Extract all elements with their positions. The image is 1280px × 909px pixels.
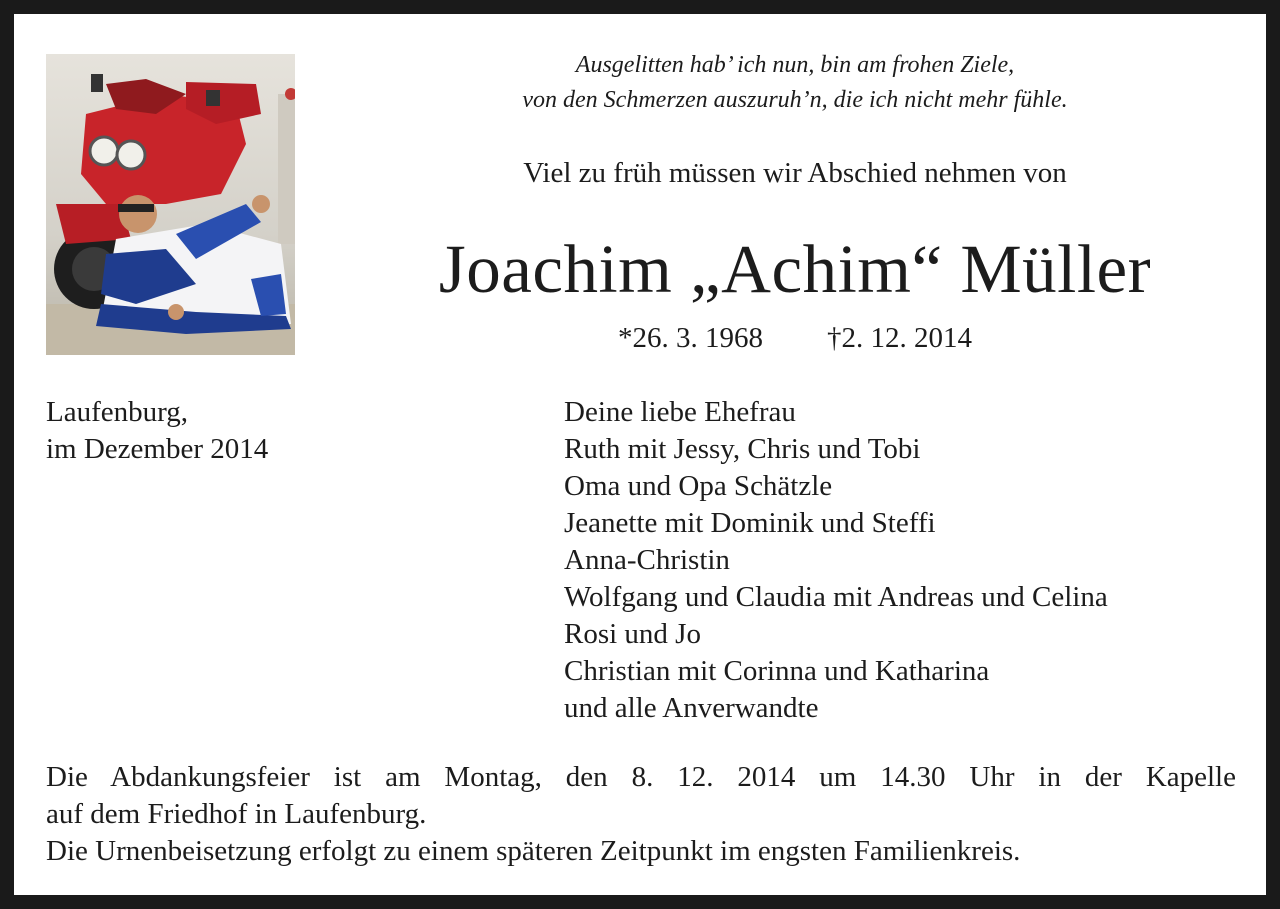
intro-text: Viel zu früh müssen wir Abschied nehmen von	[523, 157, 1067, 189]
mourner-line: Christian mit Corinna und Katharina	[564, 655, 990, 687]
obituary-notice	[14, 14, 1266, 895]
verse-line: von den Schmerzen auszuruh’n, die ich nicht mehr fühle.	[522, 87, 1068, 113]
notice-line: Die Urnenbeisetzung erfolgt zu einem späteren Zeitpunkt im engsten Familienkreis.	[46, 835, 1021, 867]
portrait-photo-motorcycle-icon	[46, 54, 295, 355]
ceremony-notice	[46, 759, 1236, 870]
mourner-line: Oma und Opa Schätzle	[564, 470, 833, 502]
notice-line: auf dem Friedhof in Laufenburg.	[46, 798, 427, 830]
notice-line: Die Abdankungsfeier ist am Montag, den 8. 12. 2014 um 14.30 Uhr in der Kapelle	[46, 761, 1236, 793]
death-date: †2. 12. 2014	[827, 322, 972, 354]
mourner-line: Jeanette mit Dominik und Steffi	[564, 507, 936, 539]
portrait-photo	[46, 54, 295, 355]
mourner-line: Rosi und Jo	[564, 618, 701, 650]
place-line: im Dezember 2014	[46, 433, 269, 465]
place-and-date	[46, 394, 268, 468]
life-dates	[295, 318, 1280, 358]
verse-line: Ausgelitten hab’ ich nun, bin am frohen Ziele,	[575, 52, 1015, 78]
mourner-line: Ruth mit Jessy, Chris und Tobi	[564, 433, 921, 465]
mourners-list	[564, 394, 1108, 727]
mourner-line: Wolfgang und Claudia mit Andreas und Celina	[564, 581, 1108, 613]
mourner-line: und alle Anverwandte	[564, 692, 819, 724]
verse	[295, 48, 1280, 118]
birth-date: *26. 3. 1968	[618, 322, 763, 354]
mourner-line: Deine liebe Ehefrau	[564, 396, 796, 428]
place-line: Laufenburg,	[46, 396, 188, 428]
mourner-line: Anna-Christin	[564, 544, 730, 576]
deceased-name: Joachim „Achim“ Müller	[438, 231, 1152, 307]
